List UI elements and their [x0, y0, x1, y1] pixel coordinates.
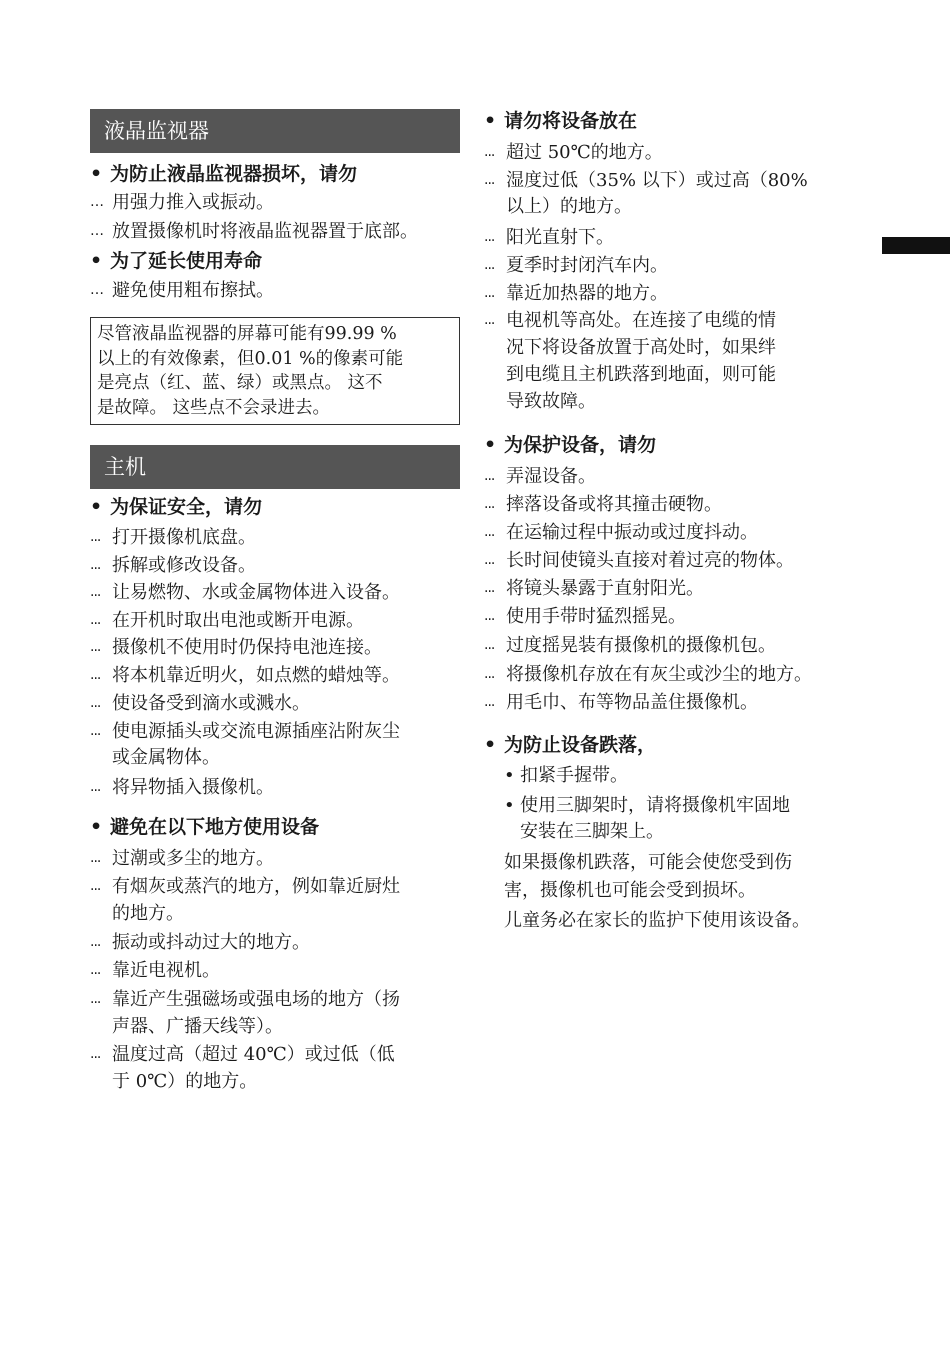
list-item: ... 使电源插头或交流电源插座沾附灰尘: [90, 721, 400, 742]
bullet-icon: •: [90, 496, 103, 518]
list-item-continuation: 导致故障。: [506, 391, 596, 412]
list-item: ... 靠近加热器的地方。: [484, 283, 668, 304]
list-item: ... 湿度过低（35% 以下）或过高（80%: [484, 170, 808, 191]
sub-list-item: • 使用三脚架时，请将摄像机牢固地: [504, 792, 790, 820]
list-item: ... 过潮或多尘的地方。: [90, 848, 274, 869]
list-item: ... 打开摄像机底盘。: [90, 527, 256, 548]
list-item: ... 将异物插入摄像机。: [90, 777, 274, 798]
list-item: ... 用毛巾、布等物品盖住摄像机。: [484, 692, 758, 713]
list-item: ... 靠近电视机。: [90, 960, 220, 981]
list-item: ... 弄湿设备。: [484, 466, 596, 487]
heading-lcd-prevent-damage: • 为防止液晶监视器损坏，请勿: [90, 160, 357, 188]
section-header-main-unit: 主机: [90, 445, 460, 489]
list-item: ... 让易燃物、水或金属物体进入设备。: [90, 582, 400, 603]
list-item: ... 摔落设备或将其撞击硬物。: [484, 494, 722, 515]
list-item-continuation: 的地方。: [112, 903, 184, 924]
list-item: … 避免使用粗布擦拭。: [90, 280, 274, 301]
list-item: ... 振动或抖动过大的地方。: [90, 932, 310, 953]
list-item: ... 将摄像机存放在有灰尘或沙尘的地方。: [484, 664, 812, 685]
list-item: ... 有烟灰或蒸汽的地方，例如靠近厨灶: [90, 876, 400, 897]
list-item: ... 过度摇晃装有摄像机的摄像机包。: [484, 635, 776, 656]
list-item-continuation: 况下将设备放置于高处时，如果绊: [506, 337, 776, 358]
list-item: ... 在运输过程中振动或过度抖动。: [484, 522, 758, 543]
list-item: ... 夏季时封闭汽车内。: [484, 255, 668, 276]
bullet-icon: •: [90, 250, 103, 272]
list-item-continuation: 以上）的地方。: [506, 196, 632, 217]
list-item: ... 温度过高（超过 40℃）或过低（低: [90, 1044, 395, 1065]
list-item: ... 超过 50℃的地方。: [484, 142, 663, 163]
paragraph-line: 如果摄像机跌落，可能会使您受到伤: [504, 852, 792, 873]
sub-list-item-continuation: 安装在三脚架上。: [520, 821, 664, 842]
note-line: 是故障。 这些点不会录进去。: [97, 397, 331, 418]
list-item-continuation: 到电缆且主机跌落到地面，则可能: [506, 364, 776, 385]
note-line: 以上的有效像素，但0.01 %的像素可能: [97, 348, 404, 369]
list-item: ... 将镜头暴露于直射阳光。: [484, 578, 704, 599]
bullet-icon: •: [90, 163, 103, 185]
section-header-lcd: 液晶监视器: [90, 109, 460, 153]
heading-prevent-fall: • 为防止设备跌落，: [484, 731, 656, 759]
page-edge-tab: [882, 237, 950, 254]
list-item: ... 在开机时取出电池或断开电源。: [90, 610, 364, 631]
heading-lcd-lifespan: • 为了延长使用寿命: [90, 247, 262, 275]
bullet-icon: •: [484, 734, 497, 756]
list-item: … 用强力推入或振动。: [90, 192, 274, 213]
bullet-icon: •: [484, 434, 497, 456]
heading-avoid-locations: • 避免在以下地方使用设备: [90, 813, 319, 841]
list-item: ... 长时间使镜头直接对着过亮的物体。: [484, 550, 794, 571]
bullet-icon: •: [504, 795, 515, 816]
paragraph-line: 害，摄像机也可能会受到损坏。: [504, 880, 756, 901]
lcd-note-box: [90, 317, 460, 425]
list-item: ... 摄像机不使用时仍保持电池连接。: [90, 637, 382, 658]
list-item-continuation: 或金属物体。: [112, 747, 220, 768]
list-item: ... 使设备受到滴水或溅水。: [90, 693, 310, 714]
bullet-icon: •: [504, 765, 515, 786]
bullet-icon: •: [90, 816, 103, 838]
list-item: ... 阳光直射下。: [484, 227, 614, 248]
paragraph-line: 儿童务必在家长的监护下使用该设备。: [504, 910, 810, 931]
heading-do-not-place: • 请勿将设备放在: [484, 107, 637, 135]
note-line: 是亮点（红、蓝、绿）或黑点。 这不: [97, 373, 383, 393]
sub-list-item: • 扣紧手握带。: [504, 762, 628, 790]
list-item: ... 使用手带时猛烈摇晃。: [484, 606, 686, 627]
list-item-continuation: 声器、广播天线等）。: [112, 1016, 283, 1037]
list-item: ... 靠近产生强磁场或强电场的地方（扬: [90, 989, 400, 1010]
list-item: ... 将本机靠近明火，如点燃的蜡烛等。: [90, 665, 400, 686]
heading-safety: • 为保证安全，请勿: [90, 493, 262, 521]
list-item-continuation: 于 0℃）的地方。: [112, 1071, 258, 1092]
list-item: … 放置摄像机时将液晶监视器置于底部。: [90, 221, 418, 242]
list-item: ... 电视机等高处。在连接了电缆的情: [484, 310, 776, 331]
heading-protect-device: • 为保护设备，请勿: [484, 431, 656, 459]
bullet-icon: •: [484, 110, 497, 132]
list-item: ... 拆解或修改设备。: [90, 555, 256, 576]
note-line: 尽管液晶监视器的屏幕可能有99.99 %: [97, 324, 397, 344]
